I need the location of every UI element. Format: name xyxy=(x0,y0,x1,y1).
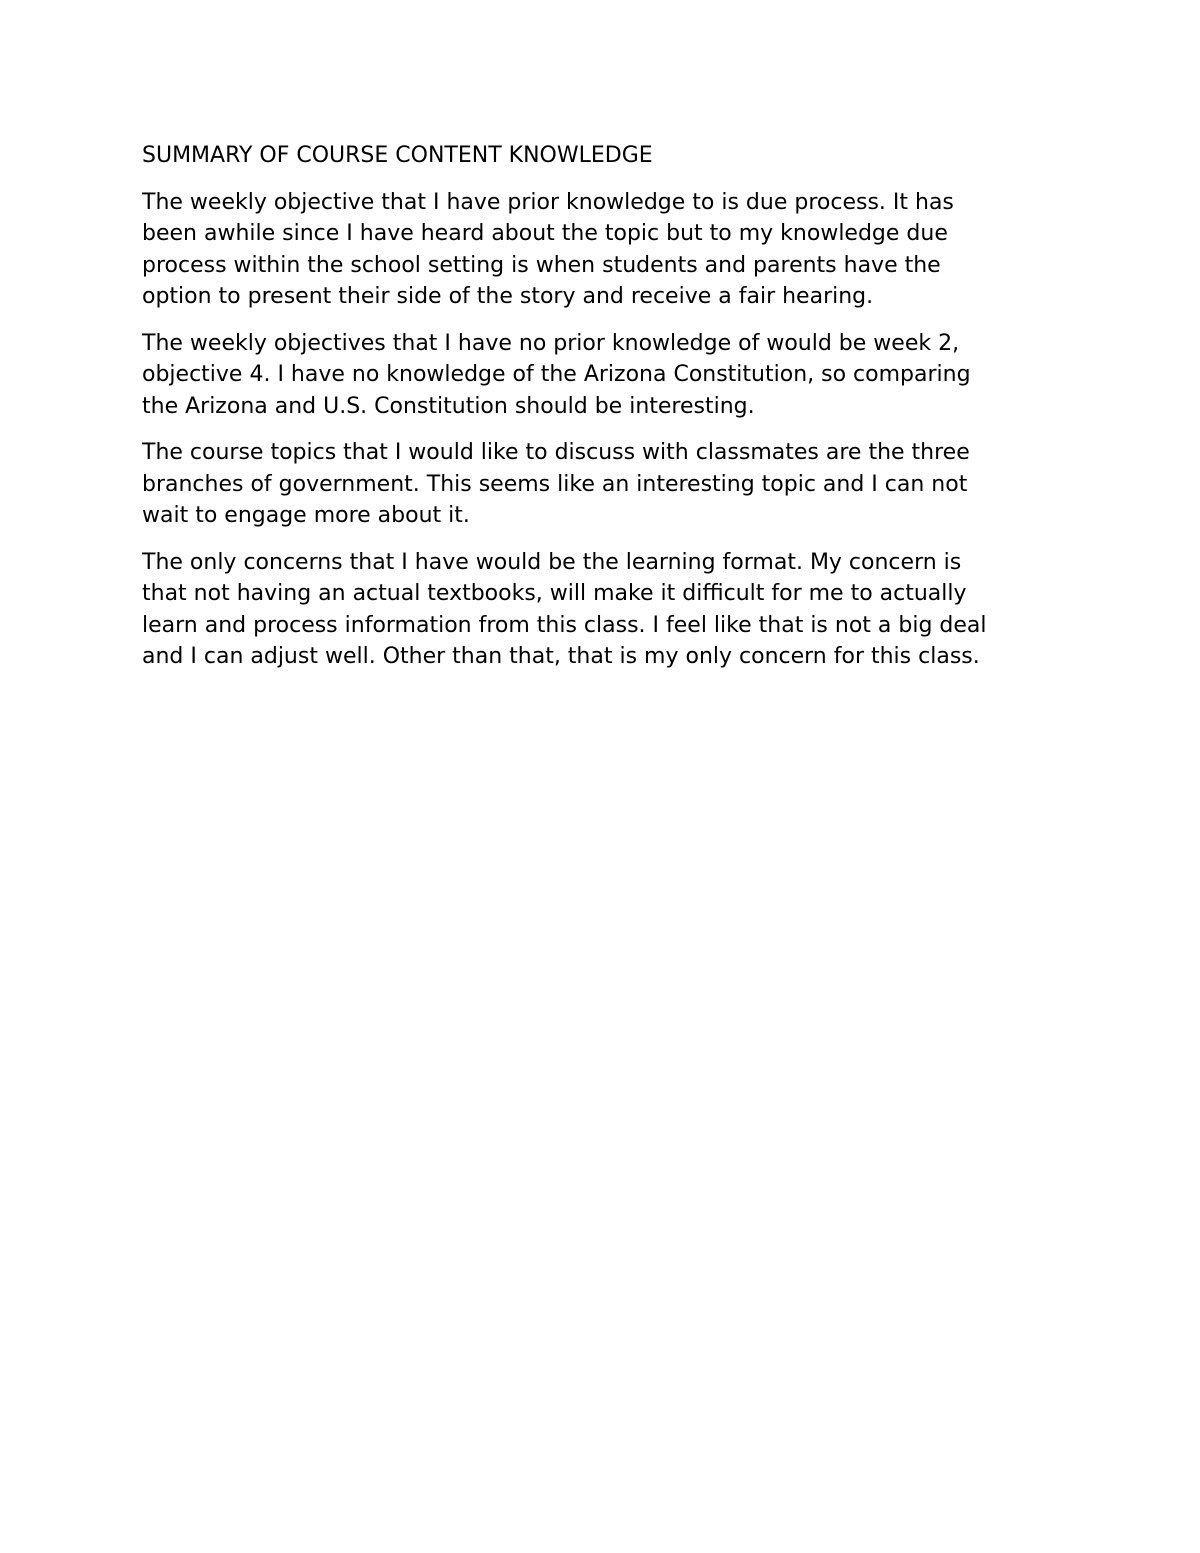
paragraph-line: the Arizona and U.S. Constitution should be interesting. xyxy=(142,393,755,419)
document-title: SUMMARY OF COURSE CONTENT KNOWLEDGE xyxy=(142,143,653,168)
paragraph-line: The weekly objectives that I have no prior knowledge of would be week 2, xyxy=(142,330,960,356)
paragraph-line: been awhile since I have heard about the topic but to my knowledge due xyxy=(142,221,948,246)
paragraph-concerns xyxy=(142,547,1062,673)
paragraph-line: branches of government. This seems like an interesting topic and I can not xyxy=(142,471,968,497)
paragraph-line: option to present their side of the story and receive a fair hearing. xyxy=(142,284,874,309)
paragraph-line: objective 4. I have no knowledge of the Arizona Constitution, so comparing xyxy=(142,362,971,387)
paragraph-no-prior-knowledge xyxy=(142,328,1062,423)
paragraph-line: learn and process information from this class. I feel like that is not a big deal xyxy=(142,612,987,638)
paragraph-line: wait to engage more about it. xyxy=(142,503,470,528)
paragraph-line: The only concerns that I have would be the learning format. My concern is xyxy=(142,549,962,575)
paragraph-prior-knowledge xyxy=(142,187,1062,313)
paragraph-line: and I can adjust well. Other than that, that is my only concern for this class. xyxy=(142,644,980,669)
paragraph-line: that not having an actual textbooks, will make it difficult for me to actually xyxy=(142,581,967,606)
paragraph-line: process within the school setting is when students and parents have the xyxy=(142,252,941,278)
paragraph-line: The weekly objective that I have prior knowledge to is due process. It has xyxy=(142,189,954,215)
paragraph-course-topics xyxy=(142,437,1062,532)
document-body xyxy=(142,140,1062,688)
paragraph-line: The course topics that I would like to discuss with classmates are the three xyxy=(142,440,970,465)
